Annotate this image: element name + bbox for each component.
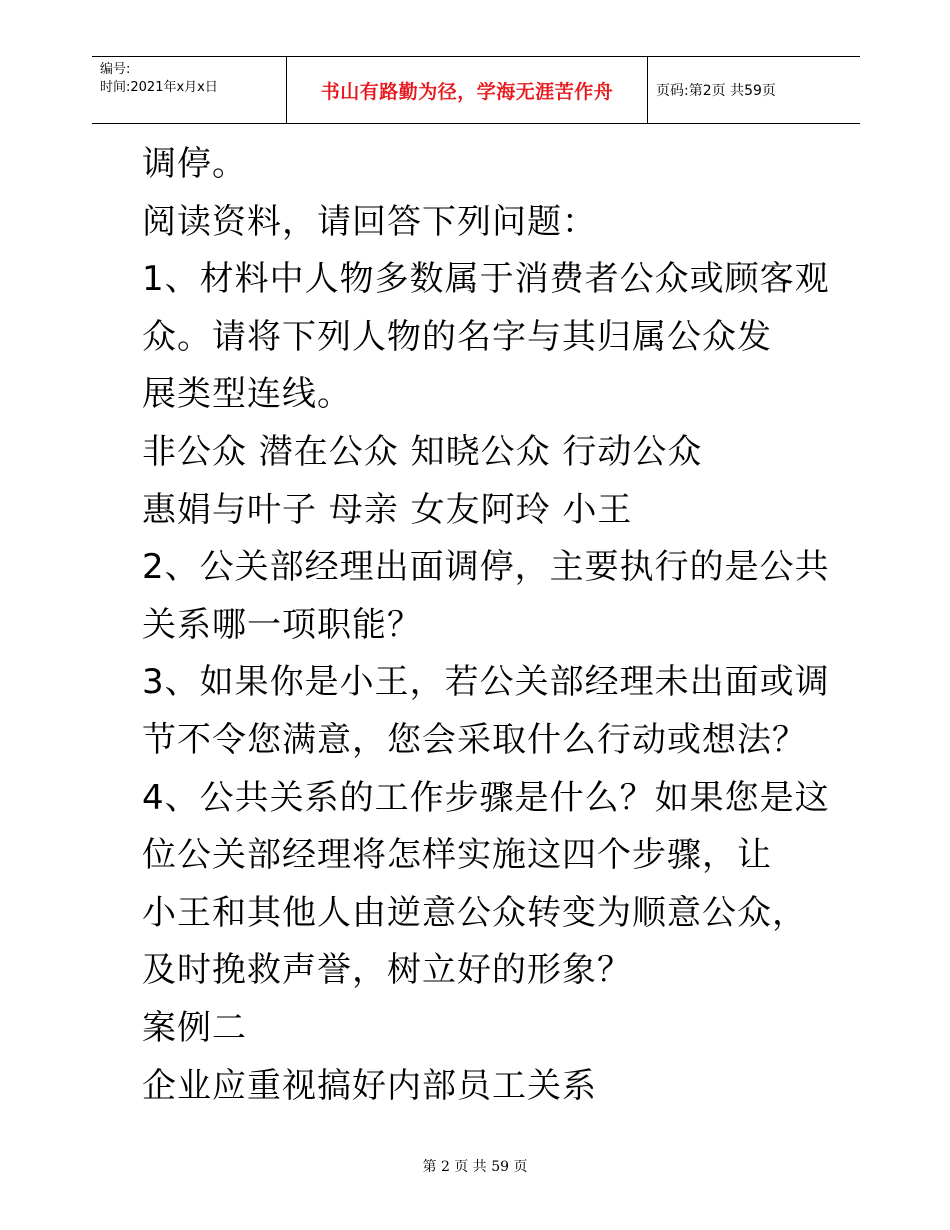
body-line: 1、材料中人物多数属于消费者公众或顾客观 [142,259,830,300]
body-line: 2、公关部经理出面调停，主要执行的是公共 [142,547,830,588]
body-line: 阅读资料，请回答下列问题： [142,201,597,242]
page-header [92,56,860,124]
body-line: 众。请将下列人物的名字与其归属公众发 [142,316,772,357]
document-body [142,136,830,1115]
page-footer: 第 2 页 共 59 页 [422,1159,528,1175]
body-line: 小王和其他人由逆意公众转变为顺意公众， [142,892,807,933]
time-label: 时间:2021年x月x日 [100,80,218,95]
header-motto-cell [286,57,648,123]
body-line: 非公众 潜在公众 知晓公众 行动公众 [142,431,703,472]
body-line: 案例二 [142,1007,247,1048]
body-line: 惠娟与叶子 母亲 女友阿玲 小王 [142,489,633,530]
header-meta [92,57,286,123]
serial-number-label: 编号: [100,62,131,77]
body-line: 调停。 [142,144,247,184]
motto-text: 书山有路勤为径，学海无涯苦作舟 [320,80,614,103]
body-line: 关系哪一项职能？ [142,604,422,645]
body-line: 3、如果你是小王，若公关部经理未出面或调 [142,662,830,703]
body-line: 4、公共关系的工作步骤是什么？如果您是这 [142,777,830,818]
body-line: 位公关部经理将怎样实施这四个步骤，让 [142,835,772,876]
body-line: 及时挽救声誉，树立好的形象？ [142,950,632,991]
body-line: 展类型连线。 [142,374,352,415]
body-line: 节不令您满意，您会采取什么行动或想法？ [142,719,807,760]
header-page-info: 页码:第2页 共59页 [656,83,776,99]
body-line: 企业应重视搞好内部员工关系 [142,1065,597,1106]
